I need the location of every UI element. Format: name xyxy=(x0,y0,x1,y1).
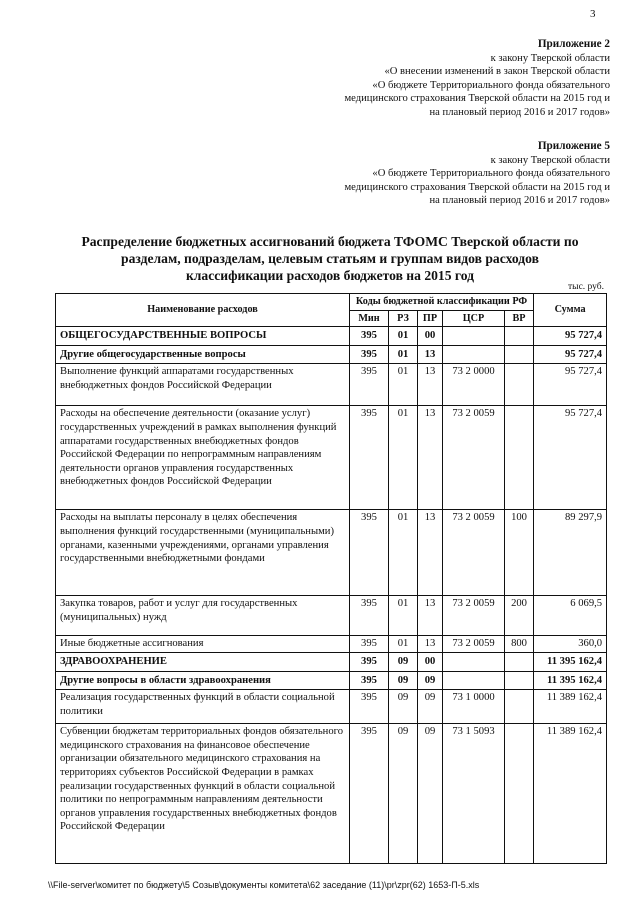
cell-name: Иные бюджетные ассигнования xyxy=(56,636,350,653)
cell-pr: 13 xyxy=(418,406,443,510)
cell-pr: 13 xyxy=(418,364,443,406)
cell-csr xyxy=(443,327,505,346)
appendix-2-header xyxy=(344,38,610,120)
appendix-2-line: «О внесении изменений в закон Тверской области xyxy=(384,66,610,78)
appendix-5-line: к закону Тверской области xyxy=(490,154,610,166)
cell-name: Выполнение функций аппаратами государственных внебюджетных фондов Российской Федерации xyxy=(56,364,350,406)
cell-pr: 00 xyxy=(418,327,443,346)
cell-vr xyxy=(505,327,534,346)
cell-rz: 01 xyxy=(389,364,418,406)
table-row xyxy=(56,510,607,596)
table-row xyxy=(56,327,607,346)
cell-vr xyxy=(505,690,534,724)
cell-sum: 11 389 162,4 xyxy=(534,690,607,724)
cell-min: 395 xyxy=(350,596,389,636)
cell-pr: 09 xyxy=(418,690,443,724)
header-codes: Коды бюджетной классификации РФ xyxy=(350,294,534,311)
appendix-5-header xyxy=(344,140,610,208)
table-row xyxy=(56,724,607,864)
cell-vr xyxy=(505,671,534,690)
cell-sum: 360,0 xyxy=(534,636,607,653)
cell-rz: 09 xyxy=(389,652,418,671)
cell-name: ОБЩЕГОСУДАРСТВЕННЫЕ ВОПРОСЫ xyxy=(56,327,350,346)
cell-csr xyxy=(443,671,505,690)
appendix-2-line: медицинского страхования Тверской области на 2015 год и xyxy=(344,93,610,105)
cell-csr: 73 2 0059 xyxy=(443,636,505,653)
cell-vr: 100 xyxy=(505,510,534,596)
appendix-5-line: медицинского страхования Тверской области на 2015 год и xyxy=(344,181,610,193)
cell-name: Закупка товаров, работ и услуг для государственных (муниципальных) нужд xyxy=(56,596,350,636)
file-path-footer: \\File-server\комитет по бюджету\5 Созыв\документы комитета\62 заседание (11)\pr\zpr(62) 1653-П-5.xls xyxy=(48,880,480,890)
cell-rz: 01 xyxy=(389,327,418,346)
cell-vr xyxy=(505,652,534,671)
cell-pr: 00 xyxy=(418,652,443,671)
cell-csr: 73 1 0000 xyxy=(443,690,505,724)
cell-sum: 6 069,5 xyxy=(534,596,607,636)
cell-pr: 09 xyxy=(418,724,443,864)
units-label: тыс. руб. xyxy=(568,282,604,292)
table-row xyxy=(56,406,607,510)
cell-csr: 73 2 0059 xyxy=(443,406,505,510)
appendix-5-line: на плановый период 2016 и 2017 годов» xyxy=(429,195,610,207)
cell-name: Другие вопросы в области здравоохранения xyxy=(56,671,350,690)
cell-pr: 13 xyxy=(418,510,443,596)
cell-min: 395 xyxy=(350,690,389,724)
cell-vr: 200 xyxy=(505,596,534,636)
title-line: классификации расходов бюджетов на 2015 год xyxy=(185,268,475,283)
appendix-5-title: Приложение 5 xyxy=(537,140,610,152)
cell-sum: 89 297,9 xyxy=(534,510,607,596)
header-csr: ЦСР xyxy=(443,310,505,327)
header-rz: РЗ xyxy=(389,310,418,327)
cell-rz: 01 xyxy=(389,596,418,636)
header-min: Мин xyxy=(350,310,389,327)
cell-min: 395 xyxy=(350,510,389,596)
cell-sum: 11 395 162,4 xyxy=(534,652,607,671)
cell-min: 395 xyxy=(350,327,389,346)
table-row xyxy=(56,652,607,671)
cell-pr: 13 xyxy=(418,636,443,653)
cell-name: ЗДРАВООХРАНЕНИЕ xyxy=(56,652,350,671)
table-row xyxy=(56,690,607,724)
budget-table xyxy=(55,293,607,864)
cell-name: Расходы на обеспечение деятельности (оказание услуг) государственных учреждений в рамках выполнения функций аппаратами государственных внебюджетных фондов Российской Федерации по непрограммным направлениям деятельности органов управления государственных внебюджетных фондов Российской Федерации xyxy=(56,406,350,510)
cell-sum: 95 727,4 xyxy=(534,345,607,364)
table-row xyxy=(56,364,607,406)
cell-rz: 01 xyxy=(389,406,418,510)
cell-min: 395 xyxy=(350,724,389,864)
title-line: Распределение бюджетных ассигнований бюджета ТФОМС Тверской области по xyxy=(81,234,579,249)
cell-rz: 09 xyxy=(389,671,418,690)
header-sum: Сумма xyxy=(534,294,607,327)
appendix-2-line: на плановый период 2016 и 2017 годов» xyxy=(429,106,610,118)
cell-csr: 73 2 0000 xyxy=(443,364,505,406)
cell-rz: 01 xyxy=(389,510,418,596)
cell-rz: 01 xyxy=(389,636,418,653)
cell-sum: 95 727,4 xyxy=(534,406,607,510)
cell-sum: 11 395 162,4 xyxy=(534,671,607,690)
table-row xyxy=(56,345,607,364)
cell-csr: 73 2 0059 xyxy=(443,510,505,596)
cell-rz: 09 xyxy=(389,724,418,864)
cell-vr xyxy=(505,364,534,406)
cell-csr: 73 1 5093 xyxy=(443,724,505,864)
cell-min: 395 xyxy=(350,652,389,671)
table-header-row xyxy=(56,294,607,311)
cell-name: Другие общегосударственные вопросы xyxy=(56,345,350,364)
cell-vr: 800 xyxy=(505,636,534,653)
cell-pr: 13 xyxy=(418,345,443,364)
cell-vr xyxy=(505,724,534,864)
cell-csr xyxy=(443,652,505,671)
cell-pr: 09 xyxy=(418,671,443,690)
cell-csr: 73 2 0059 xyxy=(443,596,505,636)
cell-pr: 13 xyxy=(418,596,443,636)
document-title xyxy=(60,233,600,284)
table-row xyxy=(56,596,607,636)
cell-rz: 09 xyxy=(389,690,418,724)
cell-rz: 01 xyxy=(389,345,418,364)
cell-min: 395 xyxy=(350,406,389,510)
cell-name: Субвенции бюджетам территориальных фондов обязательного медицинского страхования на финансовое обеспечение организации обязательного медицинского страхования на территориях субъектов Российской Федерации в рамках реализации государственных функций в области социальной политики по непрограммным направлениям деятельности органов управления государственных внебюджетных фондов Российской Федерации xyxy=(56,724,350,864)
table-row xyxy=(56,671,607,690)
cell-sum: 95 727,4 xyxy=(534,327,607,346)
title-line: разделам, подразделам, целевым статьям и группам видов расходов xyxy=(121,251,539,266)
cell-min: 395 xyxy=(350,345,389,364)
header-vr: ВР xyxy=(505,310,534,327)
appendix-2-title: Приложение 2 xyxy=(537,38,610,50)
cell-csr xyxy=(443,345,505,364)
page-number: 3 xyxy=(590,8,596,20)
cell-name: Расходы на выплаты персоналу в целях обеспечения выполнения функций государственными (муниципальными) органами, казенными учреждениями, органами управления государственными внебюджетными фондами xyxy=(56,510,350,596)
cell-name: Реализация государственных функций в области социальной политики xyxy=(56,690,350,724)
cell-vr xyxy=(505,406,534,510)
header-name: Наименование расходов xyxy=(56,294,350,327)
appendix-2-line: к закону Тверской области xyxy=(490,52,610,64)
header-pr: ПР xyxy=(418,310,443,327)
cell-min: 395 xyxy=(350,671,389,690)
appendix-5-line: «О бюджете Территориального фонда обязательного xyxy=(372,168,610,180)
cell-sum: 95 727,4 xyxy=(534,364,607,406)
cell-min: 395 xyxy=(350,364,389,406)
cell-vr xyxy=(505,345,534,364)
cell-sum: 11 389 162,4 xyxy=(534,724,607,864)
appendix-2-line: «О бюджете Территориального фонда обязательного xyxy=(372,79,610,91)
cell-min: 395 xyxy=(350,636,389,653)
table-row xyxy=(56,636,607,653)
